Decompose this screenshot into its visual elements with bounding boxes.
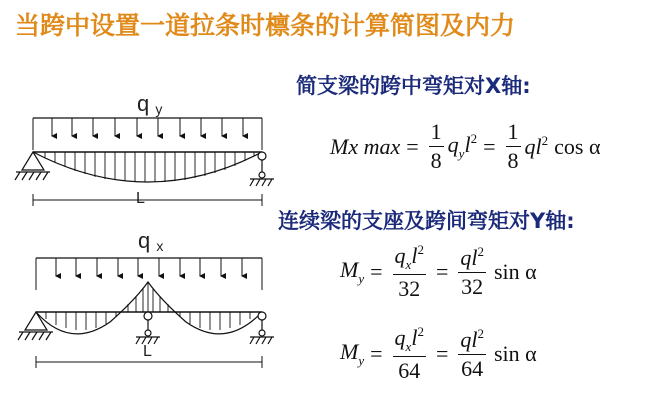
fraction: [393, 243, 426, 301]
formula-my-64: [340, 325, 537, 383]
formula-lhs: [340, 339, 364, 369]
load-arrows: [33, 118, 262, 150]
equals-sign: =: [370, 341, 383, 367]
trig-term: cos α: [554, 133, 601, 159]
fraction: [393, 325, 426, 383]
load-subscript: x: [156, 238, 164, 254]
lhs-sub: y: [358, 353, 365, 369]
numerator: 1: [429, 120, 444, 147]
equals-sign: =: [435, 259, 449, 285]
equals-sign: =: [435, 341, 449, 367]
moment-hatching: [45, 152, 254, 182]
lhs-m: M: [340, 339, 359, 365]
num-exp: 2: [417, 242, 424, 257]
term-exp: 2: [470, 131, 478, 147]
load-letter: q: [137, 91, 150, 116]
heading-moment-x: 简支梁的跨中弯矩对X轴:: [296, 74, 531, 98]
load-arrows: [36, 258, 262, 290]
term-q: q: [447, 132, 459, 158]
numerator: [393, 325, 426, 357]
num-sub: x: [405, 257, 412, 272]
simply-supported-beam-diagram: [15, 118, 274, 206]
num-q: q: [394, 243, 406, 268]
num-exp: 2: [477, 326, 484, 342]
lhs-m: M: [340, 257, 359, 283]
fraction: [429, 120, 444, 173]
term: [448, 131, 477, 162]
roller-support-right: [250, 312, 274, 344]
num-l: l: [411, 243, 418, 268]
load-letter: q: [138, 228, 151, 253]
trig-term: sin α: [493, 259, 537, 285]
formula-mx-max: [330, 120, 600, 173]
denominator: 64: [461, 356, 484, 382]
num-ql: ql: [460, 245, 478, 271]
num-exp: 2: [477, 244, 484, 260]
span-label-bottom: L: [143, 343, 152, 360]
term-exp: 2: [541, 133, 549, 149]
denominator: 32: [398, 276, 421, 302]
term-sub: y: [458, 146, 465, 162]
term-ql: ql: [524, 134, 542, 160]
page-title: 当跨中设置一道拉条时檩条的计算简图及内力: [15, 11, 516, 40]
fraction: [458, 245, 486, 299]
load-subscript: y: [155, 101, 163, 117]
trig-term: sin α: [493, 341, 537, 367]
equals-sign: =: [370, 259, 383, 285]
equals-sign: =: [483, 133, 496, 159]
fraction: [506, 120, 521, 173]
numerator: [458, 327, 486, 355]
term: [525, 133, 549, 160]
num-q: q: [394, 325, 406, 350]
numerator: [393, 243, 426, 275]
denominator: 64: [398, 358, 421, 384]
span-label-top: L: [136, 190, 145, 207]
pin-support-left: [18, 312, 53, 340]
continuous-beam-diagram: [18, 258, 274, 368]
num-ql: ql: [460, 327, 478, 353]
num-sub: x: [405, 339, 412, 354]
roller-support-middle: [136, 312, 160, 344]
term-l: l: [464, 132, 471, 158]
formula-my-32: [340, 243, 537, 301]
denominator: 32: [461, 274, 484, 300]
heading-moment-y: 连续梁的支座及跨间弯矩对Y轴:: [278, 209, 575, 233]
moment-curve: [33, 152, 262, 182]
formula-lhs: Mx max: [330, 133, 401, 159]
num-exp: 2: [417, 324, 424, 339]
lhs-sub: y: [358, 271, 365, 287]
denominator: 8: [430, 148, 442, 174]
formula-lhs: [340, 257, 364, 287]
span-dimension-bottom: [36, 356, 262, 368]
roller-support-right: [250, 152, 274, 186]
fraction: [458, 327, 486, 381]
numerator: 1: [506, 120, 521, 147]
denominator: 8: [507, 148, 519, 174]
moment-curve: [36, 282, 262, 334]
num-l: l: [411, 325, 418, 350]
span-dimension-top: [33, 194, 262, 206]
equals-sign: =: [406, 133, 419, 159]
numerator: [458, 245, 486, 273]
